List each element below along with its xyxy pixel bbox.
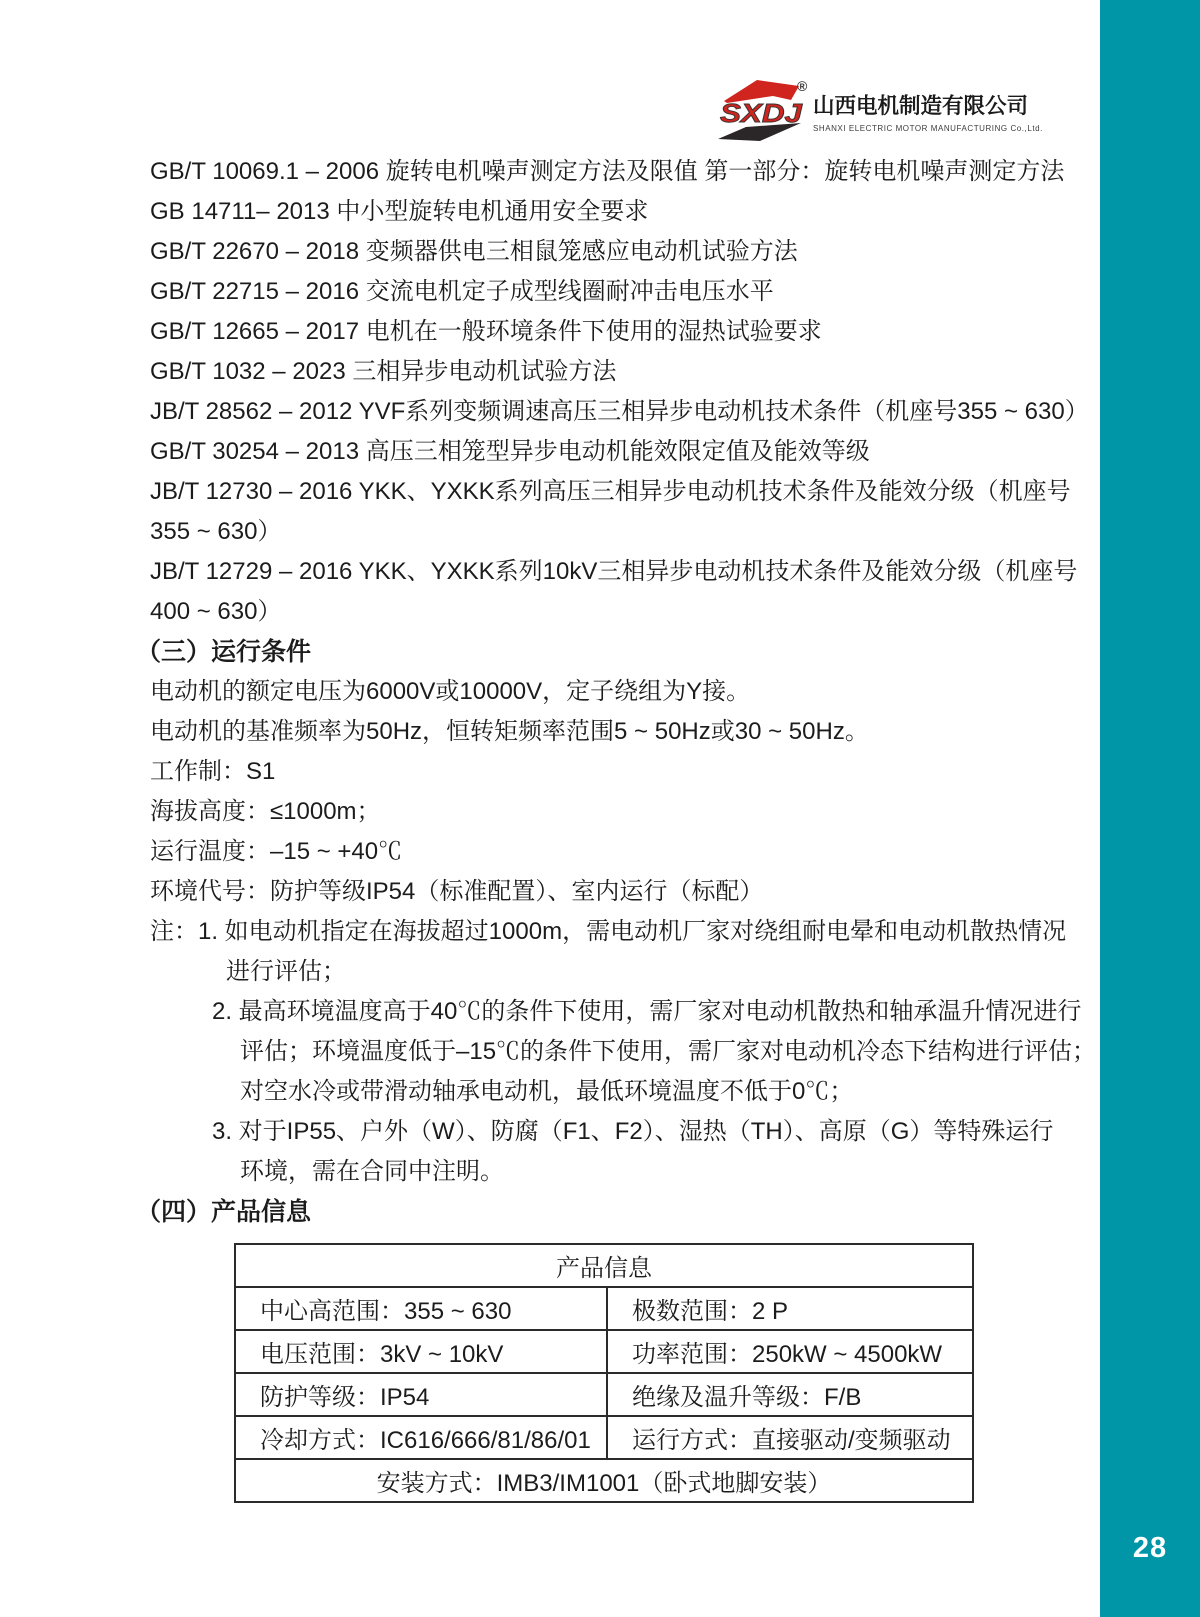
table-cell: 冷却方式：IC616/666/81/86/01 [235, 1416, 607, 1459]
table-cell: 极数范围：2 P [607, 1287, 973, 1330]
registered-trademark-icon: ® [797, 78, 808, 94]
standard-line: GB 14711– 2013 中小型旋转电机通用安全要求 [150, 198, 649, 225]
standard-line: GB/T 10069.1 – 2006 旋转电机噪声测定方法及限值 第一部分：旋转电机噪声测定方法 [150, 158, 1065, 185]
standard-line: JB/T 28562 – 2012 YVF系列变频调速高压三相异步电动机技术条件（机座号355 ~ 630） [150, 398, 1089, 425]
page-number: 28 [1132, 1532, 1168, 1564]
table-footer-row [235, 1459, 973, 1502]
side-accent-band [1100, 0, 1200, 1617]
table-cell: 绝缘及温升等级：F/B [607, 1373, 973, 1416]
table-cell: 防护等级：IP54 [235, 1373, 607, 1416]
standard-line: 400 ~ 630） [150, 598, 282, 625]
section-title-product-info: （四）产品信息 [136, 1198, 312, 1226]
note-line: 对空水冷或带滑动轴承电动机，最低环境温度不低于0℃； [240, 1078, 854, 1105]
condition-line: 环境代号：防护等级IP54（标准配置）、室内运行（标配） [150, 878, 764, 905]
table-row [235, 1373, 973, 1416]
standard-line: GB/T 30254 – 2013 高压三相笼型异步电动机能效限定值及能效等级 [150, 438, 870, 465]
table-cell: 中心高范围：355 ~ 630 [235, 1287, 607, 1330]
note-line: 环境，需在合同中注明。 [240, 1158, 504, 1185]
condition-line: 工作制：S1 [150, 758, 276, 785]
table-row [235, 1416, 973, 1459]
standard-line: GB/T 1032 – 2023 三相异步电动机试验方法 [150, 358, 617, 385]
condition-line: 电动机的额定电压为6000V或10000V，定子绕组为Y接。 [150, 678, 751, 705]
standard-line: GB/T 22670 – 2018 变频器供电三相鼠笼感应电动机试验方法 [150, 238, 798, 265]
table-cell-mounting: 安装方式：IMB3/IM1001（卧式地脚安装） [235, 1459, 973, 1502]
standard-line: JB/T 12729 – 2016 YKK、YXKK系列10kV三相异步电动机技术条件及能效分级（机座号 [150, 558, 1078, 585]
product-info-table [234, 1243, 974, 1503]
company-name-en: SHANXI ELECTRIC MOTOR MANUFACTURING Co.,Ltd. [813, 124, 1043, 133]
company-name-cn: 山西电机制造有限公司 [813, 94, 1029, 118]
standard-line: GB/T 12665 – 2017 电机在一般环境条件下使用的湿热试验要求 [150, 318, 822, 345]
condition-line: 电动机的基准频率为50Hz，恒转矩频率范围5 ~ 50Hz或30 ~ 50Hz。 [150, 718, 869, 745]
note-line: 2. 最高环境温度高于40℃的条件下使用，需厂家对电动机散热和轴承温升情况进行 [212, 998, 1082, 1025]
document-body [0, 152, 1100, 1503]
svg-text:SXDJ: SXDJ [720, 98, 803, 128]
table-header-row [235, 1244, 973, 1287]
condition-line: 运行温度：–15 ~ +40℃ [150, 838, 403, 865]
company-names [813, 89, 1043, 133]
table-row [235, 1287, 973, 1330]
section-title-operating-conditions: （三）运行条件 [136, 638, 312, 666]
condition-line: 海拔高度：≤1000m； [150, 798, 381, 825]
table-title: 产品信息 [235, 1244, 973, 1287]
table-cell: 运行方式：直接驱动/变频驱动 [607, 1416, 973, 1459]
standard-line: JB/T 12730 – 2016 YKK、YXKK系列高压三相异步电动机技术条件及能效分级（机座号 [150, 478, 1071, 505]
table-cell: 功率范围：250kW ~ 4500kW [607, 1330, 973, 1373]
note-line: 注：1. 如电动机指定在海拔超过1000m，需电动机厂家对绕组耐电晕和电动机散热情况 [150, 918, 1067, 945]
note-line: 评估；环境温度低于–15℃的条件下使用，需厂家对电动机冷态下结构进行评估； [240, 1038, 1097, 1065]
sxdj-logo-icon [713, 77, 808, 143]
standard-line: GB/T 22715 – 2016 交流电机定子成型线圈耐冲击电压水平 [150, 278, 774, 305]
table-cell: 电压范围：3kV ~ 10kV [235, 1330, 607, 1373]
standard-line: 355 ~ 630） [150, 518, 282, 545]
note-line: 进行评估； [226, 958, 346, 985]
table-row [235, 1330, 973, 1373]
note-line: 3. 对于IP55、户外（W）、防腐（F1、F2）、湿热（TH）、高原（G）等特殊运行 [212, 1118, 1054, 1145]
